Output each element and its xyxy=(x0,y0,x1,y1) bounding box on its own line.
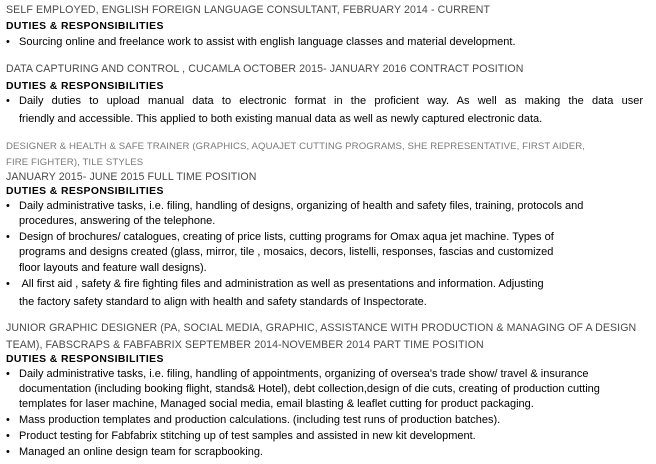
duties-title: DUTIES & RESPONSIBILITIES xyxy=(6,21,164,32)
bullet-item xyxy=(6,34,516,50)
bullet-text: Sourcing online and freelance work to assist with english language classes and material development. xyxy=(19,36,516,48)
bullet-icon: • xyxy=(6,95,10,107)
job-heading-continued: TEAM), FABSCRAPS & FABFABRIX SEPTEMBER 2014-NOVEMBER 2014 PART TIME POSITION xyxy=(6,339,484,351)
bullet-text-continued: friendly and accessible. This applied to both existing manual data as well as newly captured electronic data. xyxy=(19,113,543,125)
bullet-item xyxy=(6,229,554,245)
bullet-icon: • xyxy=(6,278,10,290)
job-heading: DATA CAPTURING AND CONTROL , CUCAMLA OCTOBER 2015- JANUARY 2016 CONTRACT POSITION xyxy=(6,63,524,75)
bullet-text-continued: programs and designs created (glass, mirror, tile , mosaics, decors, listelli, responses, fascias and customized xyxy=(19,246,554,258)
bullet-text-continued: procedures, answering of the telephone. xyxy=(19,215,216,227)
bullet-icon: • xyxy=(6,36,10,48)
bullet-text: Managed an online design team for scrapbooking. xyxy=(19,446,263,458)
bullet-text-continued: the factory safety standard to align with health and safety standards of Inspectorate. xyxy=(19,296,427,308)
bullet-text: Mass production templates and production calculations. (including test runs of production batches). xyxy=(19,414,501,426)
job-dates: JANUARY 2015- JUNE 2015 FULL TIME POSITION xyxy=(6,171,257,183)
duties-title: DUTIES & RESPONSIBILITIES xyxy=(6,354,164,365)
bullet-icon: • xyxy=(6,430,10,442)
job-heading: SELF EMPLOYED, ENGLISH FOREIGN LANGUAGE CONSULTANT, FEBRUARY 2014 - CURRENT xyxy=(6,4,491,16)
duties-title: DUTIES & RESPONSIBILITIES xyxy=(6,81,164,92)
bullet-item xyxy=(6,428,476,444)
bullet-text: Product testing for Fabfabrix stitching up of test samples and assisted in new kit development. xyxy=(19,430,476,442)
bullet-text: All first aid , safety & fire fighting files and administration as well as presentations and information. Adjusting xyxy=(19,278,544,290)
job-heading: DESIGNER & HEALTH & SAFE TRAINER (GRAPHICS, AQUAJET CUTTING PROGRAMS, SHE REPRESENTATIVE, FIRST AIDER, xyxy=(6,141,585,152)
bullet-item xyxy=(6,444,263,460)
job-heading: JUNIOR GRAPHIC DESIGNER (PA, SOCIAL MEDIA, GRAPHIC, ASSISTANCE WITH PRODUCTION & MANAGING OF A DESIGN xyxy=(6,322,637,334)
bullet-icon: • xyxy=(6,200,10,212)
bullet-item xyxy=(6,366,589,382)
bullet-item xyxy=(6,93,646,109)
bullet-text: Daily administrative tasks, i.e. filing, handling of appointments, organizing of oversea's trade show/ travel & insurance xyxy=(19,368,589,380)
bullet-icon: • xyxy=(6,368,10,380)
bullet-item xyxy=(6,198,583,214)
bullet-text: Daily administrative tasks, i.e. filing, handling of designs, organizing of health and safety files, training, protocols and xyxy=(19,200,584,212)
bullet-text: Daily duties to upload manual data to electronic format in the proficient way. As well as making the data user xyxy=(19,95,643,107)
bullet-item xyxy=(6,276,544,292)
bullet-text-continued: templates for laser machine, Managed social media, email blasting & leaflet cutting for product packaging. xyxy=(19,398,534,410)
bullet-text-continued: floor layouts and feature wall designs). xyxy=(19,262,207,274)
duties-title: DUTIES & RESPONSIBILITIES xyxy=(6,186,164,197)
bullet-icon: • xyxy=(6,446,10,458)
job-heading-continued: FIRE FIGHTER), TILE STYLES xyxy=(6,157,144,168)
bullet-item xyxy=(6,412,500,428)
bullet-text: Design of brochures/ catalogues, creating of price lists, cutting programs for Omax aqua jet machine. Types of xyxy=(19,231,554,243)
bullet-icon: • xyxy=(6,414,10,426)
bullet-text-continued: documentation (including booking flight, stands& Hotel), debt collection,design of die cuts, creating of production cutting xyxy=(19,383,600,395)
bullet-icon: • xyxy=(6,231,10,243)
